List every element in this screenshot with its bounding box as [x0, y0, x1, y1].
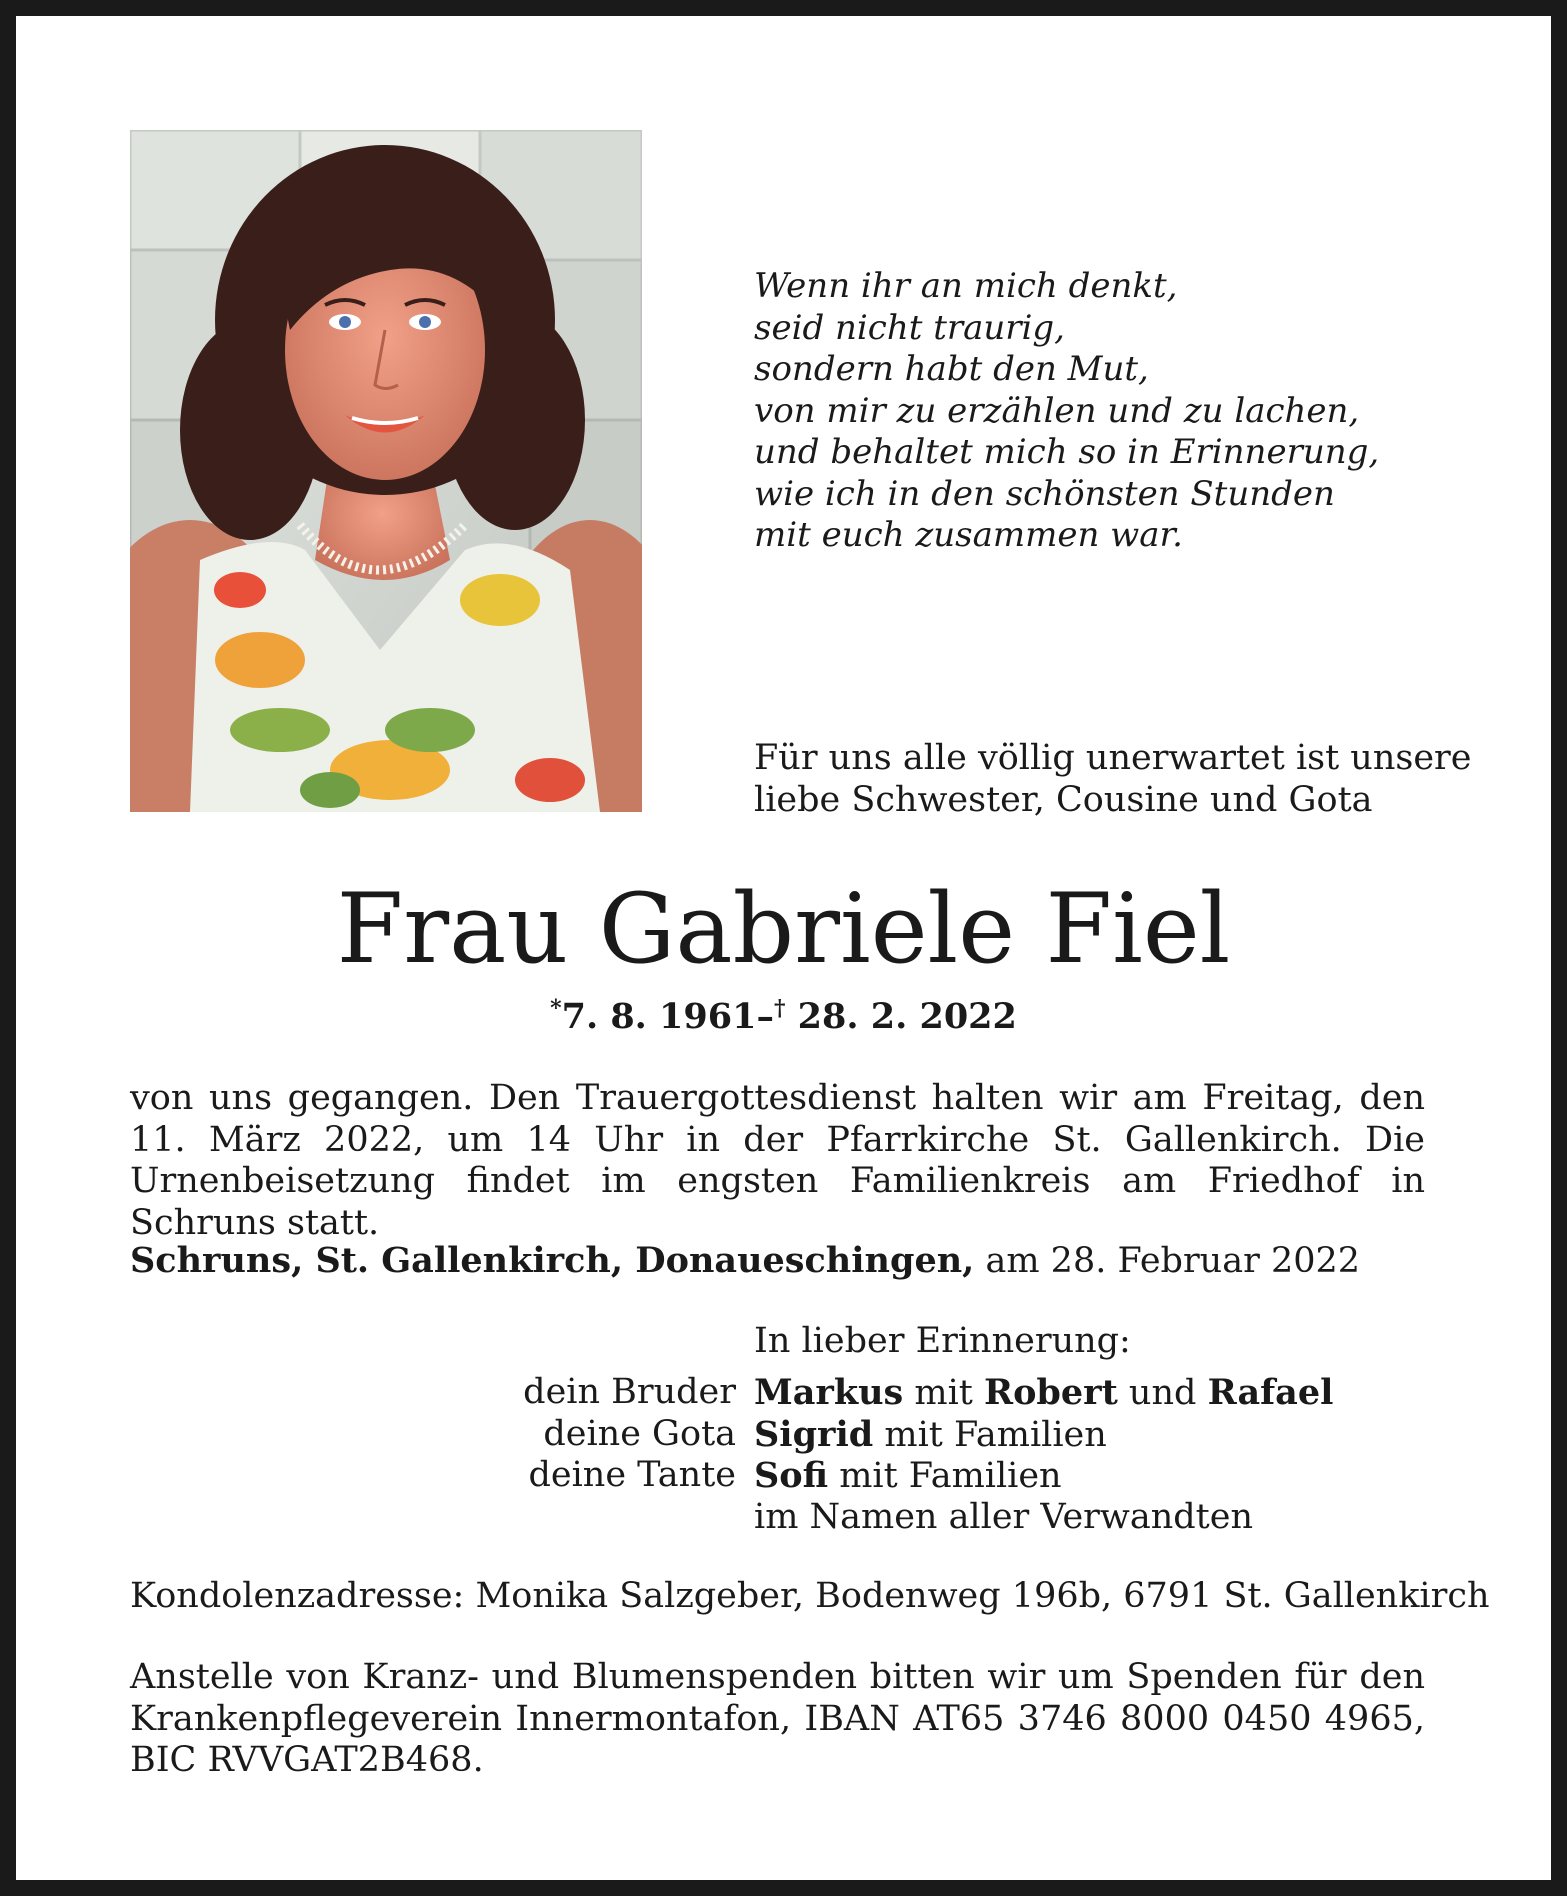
mourner-names: [754, 1414, 1107, 1457]
mourner-name: Sofi: [754, 1455, 829, 1496]
birth-mark: *: [550, 995, 562, 1022]
mourner-name: Rafael: [1207, 1372, 1334, 1413]
mourner-name: Markus: [754, 1372, 904, 1413]
relation: dein Bruder: [523, 1372, 736, 1412]
mourner-row: [16, 1497, 1551, 1539]
donation-note: Anstelle von Kranz- und Blumenspenden bitten wir um Spenden für den Krankenpflegeverein Innermontafon, IBAN AT65 3746 8000 0450 4965, BIC RVVGAT2B468.: [130, 1657, 1425, 1780]
mourner-row: [16, 1372, 1551, 1414]
locations: Schruns, St. Gallenkirch, Donaueschingen,: [130, 1240, 975, 1281]
mourner-name: Sigrid: [754, 1413, 874, 1455]
birth-date: 7. 8. 1961: [561, 996, 757, 1037]
date-separator: –: [756, 996, 774, 1037]
condolence-address: Kondolenzadresse: Monika Salzgeber, Bodenweg 196b, 6791 St. Gallenkirch: [130, 1576, 1490, 1616]
mourner-name: Robert: [984, 1372, 1118, 1413]
poem-line: sondern habt den Mut,: [754, 349, 1149, 389]
intro-line: Für uns alle völlig unerwartet ist unsere: [754, 738, 1472, 778]
mourner-rest: mit Familien: [884, 1414, 1107, 1455]
portrait-photo: [130, 130, 642, 812]
memory-heading: In lieber Erinnerung:: [754, 1321, 1131, 1361]
mourner-rest: mit Familien: [839, 1456, 1062, 1496]
life-dates: [16, 996, 1551, 1037]
mourners-list: [16, 1372, 1551, 1538]
mourner-names: [754, 1372, 1333, 1415]
mourner-rest: im Namen aller Verwandten: [754, 1496, 1253, 1537]
memorial-poem: [754, 266, 1454, 557]
mourner-row: [16, 1414, 1551, 1456]
death-mark: †: [773, 995, 786, 1022]
poem-line: mit euch zusammen war.: [754, 515, 1183, 555]
mourner-names: [754, 1497, 1253, 1539]
poem-line: Wenn ihr an mich denkt,: [754, 266, 1178, 306]
joiner: mit: [914, 1373, 973, 1413]
relation: deine Gota: [543, 1413, 736, 1454]
obituary-page: [16, 16, 1551, 1880]
poem-line: und behaltet mich so in Erinnerung,: [754, 432, 1380, 472]
death-date: 28. 2. 2022: [797, 996, 1017, 1037]
intro-line: liebe Schwester, Cousine und Gota: [754, 779, 1373, 820]
joiner: und: [1128, 1373, 1197, 1413]
poem-line: von mir zu erzählen und zu lachen,: [754, 390, 1360, 431]
mourner-names: [754, 1455, 1062, 1498]
announcement-date: am 28. Februar 2022: [985, 1241, 1361, 1281]
poem-line: wie ich in den schönsten Stunden: [754, 473, 1335, 514]
poem-line: seid nicht traurig,: [754, 307, 1065, 348]
mourner-row: [16, 1455, 1551, 1497]
relation: deine Tante: [528, 1455, 736, 1495]
deceased-name: Frau Gabriele Fiel: [336, 873, 1231, 985]
place-date-line: [130, 1240, 1430, 1281]
intro-text: [754, 738, 1514, 821]
service-announcement: von uns gegangen. Den Trauergottesdienst halten wir am Freitag, den 11. März 2022, um 14 Uhr in der Pfarrkirche St. Gallenkirch. Die Urnenbeisetzung findet im engsten Familienkreis am Friedhof in Schruns statt.: [130, 1078, 1425, 1243]
